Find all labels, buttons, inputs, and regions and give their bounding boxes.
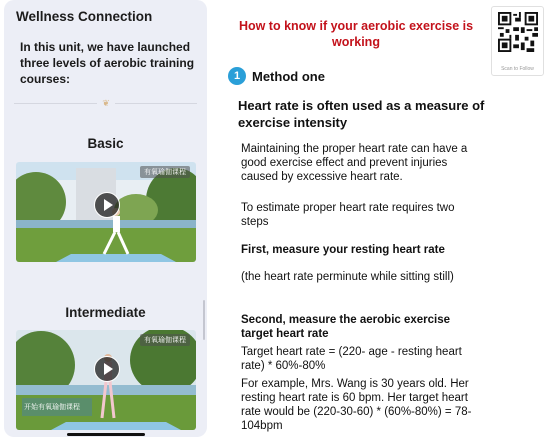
video-overlay-text: 开始有氧瑜伽课程 [24,404,80,411]
section-subheading: Heart rate is often used as a measure of exercise intensity [238,98,485,130]
step2-title: Second, measure the aerobic exercise target heart rate [241,314,451,340]
level-title-basic: Basic [87,136,124,151]
intro-text: In this unit, we have launched three levels of aerobic training courses: [20,40,195,86]
step1-note: (the heart rate perminute while sitting still) [241,271,454,283]
phone-panel [4,0,207,437]
method-title: Method one [252,69,325,84]
play-icon[interactable] [94,356,120,382]
method-number-badge: 1 [228,67,246,85]
qr-caption: Scan to Follow [501,66,534,72]
video-basic[interactable] [16,162,196,262]
level-title-intermediate: Intermediate [65,305,146,320]
qr-code-card [491,6,544,76]
play-icon[interactable] [94,192,120,218]
example-text: For example, Mrs. Wang is 30 years old. Her resting heart rate is 60 bpm. Her target heart rate would be (220-30-60) * (60%-80%) = 78-104bpm [241,378,472,432]
video-tag: 有氧瑜伽课程 [140,334,190,346]
formula-text: Target heart rate = (220- age - resting heart rate) * 60%-80% [241,346,462,372]
step1-title: First, measure your resting heart rate [241,244,445,256]
paragraph-steps: To estimate proper heart rate requires two steps [241,202,455,228]
article-title: How to know if your aerobic exercise is working [238,19,474,49]
scrollbar[interactable] [203,300,205,340]
qr-code-icon [498,12,538,52]
app-title: Wellness Connection [16,9,153,24]
video-tag: 有氧瑜伽课程 [140,166,190,178]
flourish-icon: ❦ [97,97,115,109]
video-intermediate[interactable] [16,330,196,430]
paragraph-intro: Maintaining the proper heart rate can have a good exercise effect and prevent injuries caused by excessive heart rate. [241,143,468,183]
home-indicator[interactable] [67,433,145,436]
